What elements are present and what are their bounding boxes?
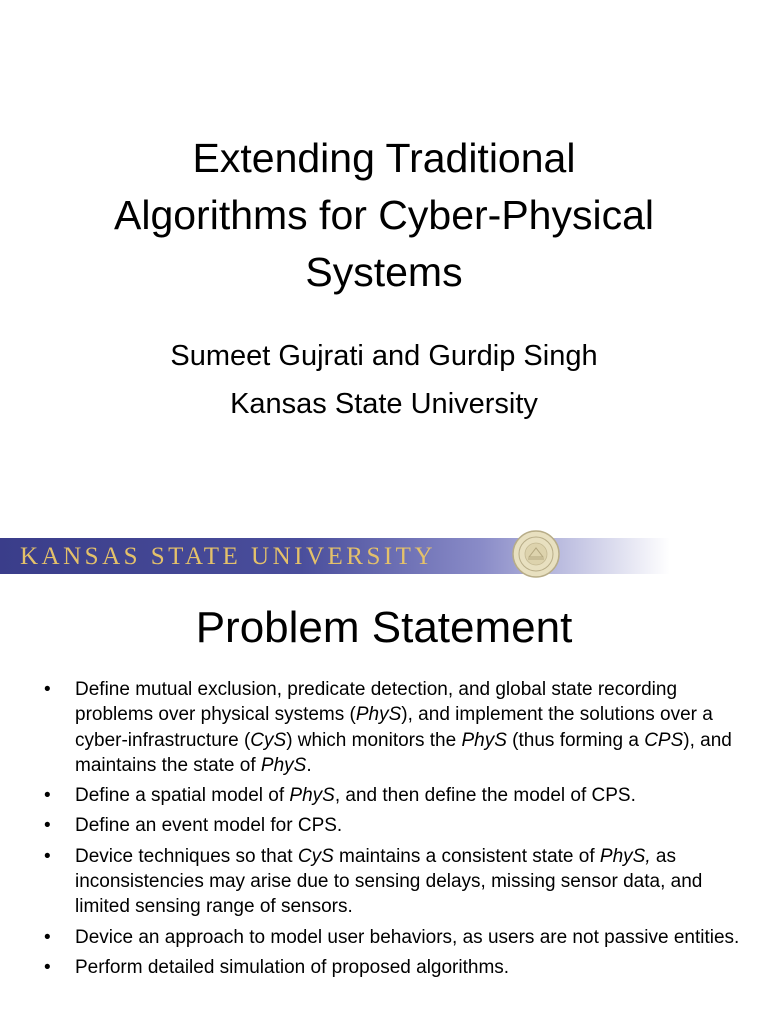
bullet-marker: • xyxy=(44,785,51,807)
bullet-italic-text: PhyS, xyxy=(599,845,651,867)
bullet-text: ) which monitors the xyxy=(286,729,462,751)
bullet-text: ), and maintains the state of xyxy=(75,729,732,776)
bullet-text: Device techniques so that xyxy=(75,845,298,867)
bullet-text: Define a spatial model of xyxy=(75,785,290,807)
slide2-title: Problem Statement xyxy=(195,603,573,652)
bullet-marker: • xyxy=(44,926,51,948)
slide1-title xyxy=(0,130,768,301)
bullet-text: Define mutual exclusion, predicate detection, and global state recording problems over physical systems ( xyxy=(75,679,678,726)
banner-text: KANSAS STATE UNIVERSITY xyxy=(20,543,437,570)
university-banner xyxy=(0,538,670,574)
bullet-list xyxy=(44,677,744,985)
bullet-text: ), and implement the solutions over a cyber-infrastructure ( xyxy=(75,704,713,751)
bullet-italic-text: CyS xyxy=(297,845,334,867)
bullet-text: as inconsistencies may arise due to sensing delays, missing sensor data, and limited sensing range of sensors. xyxy=(75,845,703,918)
bullet-marker: • xyxy=(44,679,51,700)
bullet-item xyxy=(44,925,744,950)
bullet-text: Device an approach to model user behaviors, as users are not passive entities. xyxy=(75,926,740,948)
authors-line: Sumeet Gujrati and Gurdip Singh xyxy=(170,340,598,372)
bullet-item xyxy=(44,844,744,920)
university-seal-icon xyxy=(512,530,560,578)
bullet-item xyxy=(44,955,744,980)
bullet-item xyxy=(44,813,744,838)
bullet-item xyxy=(44,677,744,778)
bullet-italic-text: CyS xyxy=(250,729,287,751)
bullet-italic-text: PhyS xyxy=(260,754,307,776)
bullet-text: , and then define the model of CPS. xyxy=(334,785,636,807)
author-block xyxy=(0,332,768,428)
bullet-text: Define an event model for CPS. xyxy=(75,815,343,837)
affiliation-line: Kansas State University xyxy=(230,388,538,420)
slide1-title-line: Extending Traditional xyxy=(192,135,576,181)
slide1-title-line: Systems xyxy=(305,249,463,295)
bullet-italic-text: CPS xyxy=(644,729,684,751)
bullet-marker: • xyxy=(44,845,51,867)
bullet-marker: • xyxy=(44,956,51,978)
bullet-italic-text: PhyS xyxy=(461,729,507,751)
bullet-italic-text: PhyS xyxy=(289,785,335,807)
bullet-italic-text: PhyS xyxy=(355,704,402,726)
bullet-item xyxy=(44,783,744,808)
bullet-marker: • xyxy=(44,815,51,837)
bullet-text: (thus forming a xyxy=(506,729,645,751)
bullet-text: . xyxy=(306,754,312,776)
slide1-title-line: Algorithms for Cyber-Physical xyxy=(114,192,654,238)
bullet-text: Perform detailed simulation of proposed algorithms. xyxy=(75,956,510,978)
bullet-text: maintains a consistent state of xyxy=(333,845,600,867)
